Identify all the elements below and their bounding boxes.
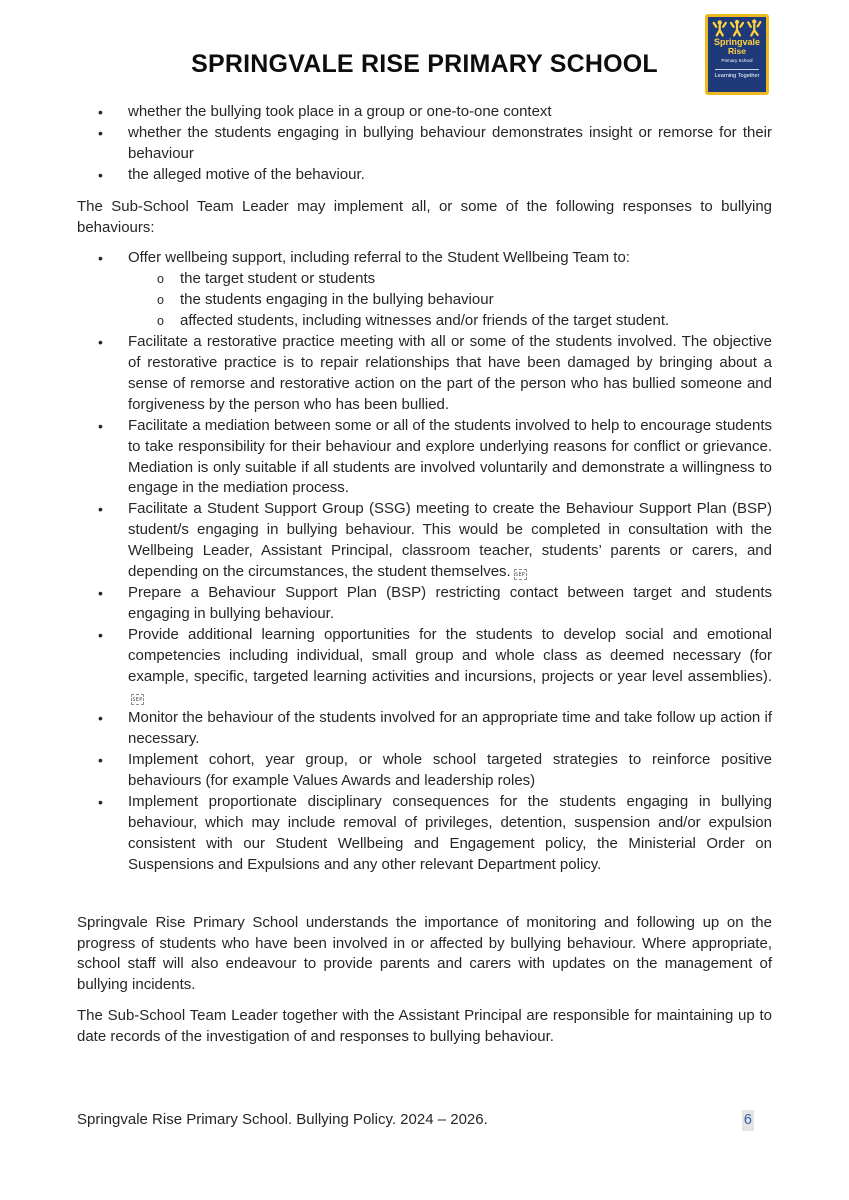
bullet-marker: • xyxy=(98,417,103,434)
list-item xyxy=(77,416,772,500)
sub-bullet-marker: o xyxy=(157,314,164,329)
list-item xyxy=(77,332,772,416)
list-item-text: whether the students engaging in bullying behaviour demonstrates insight or remorse for their behaviour xyxy=(128,123,772,162)
list-item-text: Prepare a Behaviour Support Plan (BSP) restricting contact between target and students engaging in bullying behaviour. xyxy=(128,583,772,622)
list-item xyxy=(77,625,772,709)
list-item-text: Facilitate a mediation between some or all of the students involved to help to encourage students to take responsibility for their behaviour and explore underlying reasons for conflict or grievance. Mediation is only suitable if all students are involved voluntarily and demonstrate a willingness to engage in the mediation process. xyxy=(128,416,772,497)
sep-control-glyph: SEP xyxy=(131,694,144,705)
list-item-text: affected students, including witnesses and/or friends of the target student. xyxy=(180,312,670,330)
list-item xyxy=(128,311,772,332)
sub-bullet-list xyxy=(128,269,772,332)
list-item-text: Facilitate a restorative practice meeting with all or some of the students involved. The objective of restorative practice is to repair relationships that have been damaged by bringing about a sense of remorse and restorative action on the part of the person who has bullied someone and forgiveness by the person who has been bullied. xyxy=(128,333,772,413)
list-item-text: Implement proportionate disciplinary consequences for the students engaging in bullying behaviour, which may include removal of privileges, detention, suspension and/or expulsion consistent with our Student Wellbeing and Engagement policy, the Ministerial Order on Suspensions and Expulsions and any other relevant Department policy. xyxy=(128,793,772,873)
list-item xyxy=(77,499,772,583)
logo-figures-icon xyxy=(711,19,763,38)
bullet-marker: • xyxy=(98,250,103,267)
list-item-text: the students engaging in the bullying behaviour xyxy=(180,291,494,309)
logo-subtitle: Primary School xyxy=(721,58,753,63)
list-item xyxy=(77,102,772,123)
list-item xyxy=(77,248,772,332)
list-item-text: whether the bullying took place in a group or one-to-one context xyxy=(128,103,552,120)
responses-bullet-list xyxy=(77,248,772,875)
school-logo xyxy=(705,14,769,95)
list-item xyxy=(77,165,772,186)
list-item-text: Offer wellbeing support, including referral to the Student Wellbeing Team to: xyxy=(128,249,630,267)
list-item xyxy=(77,792,772,876)
list-item-text: Monitor the behaviour of the students involved for an appropriate time and take follow up action if necessary. xyxy=(128,709,772,748)
document-header xyxy=(0,0,849,79)
document-footer xyxy=(77,1110,772,1131)
sep-control-glyph: SEP xyxy=(514,569,527,580)
bullet-marker: • xyxy=(98,124,103,141)
bullet-marker: • xyxy=(98,710,103,727)
sub-bullet-marker: o xyxy=(157,272,164,287)
intro-bullet-list xyxy=(77,102,772,186)
sub-bullet-marker: o xyxy=(157,293,164,308)
list-item-text: Provide additional learning opportunities for the students to develop social and emotional competencies including individual, small group and whole class as deemed necessary (for example, specific, targeted learning activities and incursions, projects or year level assemblies). xyxy=(128,625,772,685)
bullet-marker: • xyxy=(98,584,103,601)
list-item xyxy=(77,583,772,625)
logo-name-line2: Rise xyxy=(728,46,746,56)
list-item-text: Facilitate a Student Support Group (SSG) meeting to create the Behaviour Support Plan (BSP) student/s engaging in bullying behaviour. This would be completed in consultation with the Wellbeing Leader, Assistant Principal, classroom teacher, students’ parents or carers, and depending on the circumstances, the student themselves. xyxy=(128,500,772,581)
document-body xyxy=(77,102,772,1048)
list-item xyxy=(128,269,772,290)
bullet-marker: • xyxy=(98,104,103,120)
list-item xyxy=(77,750,772,792)
bullet-marker: • xyxy=(98,626,103,643)
logo-name-line1: Springvale xyxy=(713,37,760,47)
list-item xyxy=(128,290,772,311)
closing-paragraph: The Sub-School Team Leader together with the Assistant Principal are responsible for maintaining up to date records of the investigation of and responses to bullying behaviour. xyxy=(77,1007,772,1046)
bullet-marker: • xyxy=(98,752,103,769)
list-item-text: the target student or students xyxy=(180,270,376,288)
list-item xyxy=(77,123,772,165)
bullet-marker: • xyxy=(98,334,103,351)
list-item-text: Implement cohort, year group, or whole school targeted strategies to reinforce positive behaviours (for example Values Awards and leadership roles) xyxy=(128,751,772,790)
logo-motto: Learning Together xyxy=(714,73,760,79)
logo-divider xyxy=(715,69,759,70)
closing-paragraph: Springvale Rise Primary School understands the importance of monitoring and following up on the progress of students who have been involved in or affected by bullying behaviour. Where appropriate, school staff will also endeavour to provide parents and carers with updates on the management of bullying incidents. xyxy=(77,913,772,994)
bullet-marker: • xyxy=(98,501,103,518)
page-number: 6 xyxy=(742,1110,754,1131)
list-item-text: the alleged motive of the behaviour. xyxy=(128,165,365,183)
footer-text: Springvale Rise Primary School. Bullying Policy. 2024 – 2026. xyxy=(77,1111,488,1128)
page-title: SPRINGVALE RISE PRIMARY SCHOOL xyxy=(191,50,658,78)
lead-paragraph: The Sub-School Team Leader may implement all, or some of the following responses to bullying behaviours: xyxy=(77,197,772,236)
list-item xyxy=(77,708,772,750)
bullet-marker: • xyxy=(98,794,103,810)
bullet-marker: • xyxy=(98,166,103,183)
